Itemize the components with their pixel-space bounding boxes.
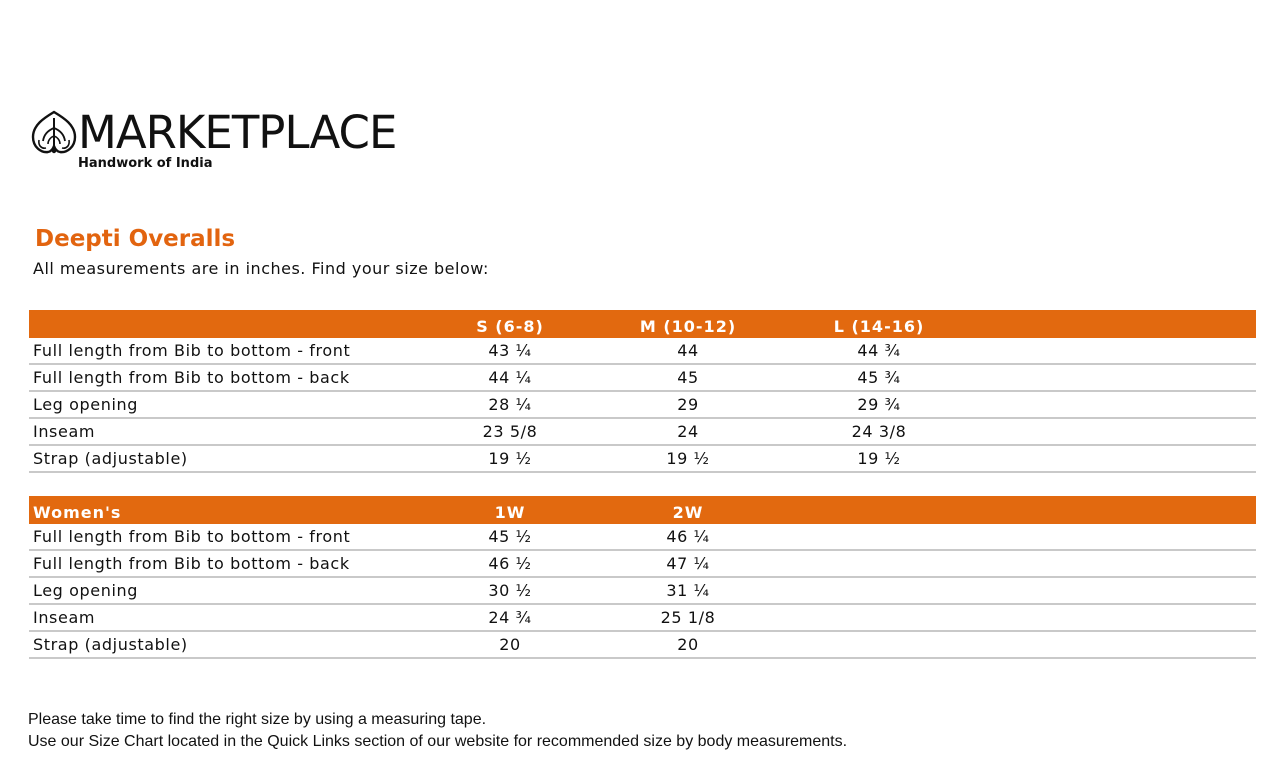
row-value: 46 ½ xyxy=(488,554,532,573)
row-value: 24 3/8 xyxy=(851,422,907,441)
header-cell-size-2w: 2W xyxy=(672,503,704,522)
header-cell-size-l: L (14-16) xyxy=(833,317,925,336)
header-cell-size-s: S (6-8) xyxy=(476,317,544,336)
row-value: 45 ½ xyxy=(488,527,532,546)
row-label: Leg opening xyxy=(33,395,138,414)
row-value: 29 ¾ xyxy=(857,395,901,414)
table-row xyxy=(29,365,1256,392)
row-value: 43 ¼ xyxy=(488,341,532,360)
note-measuring-tape: Please take time to find the right size by using a measuring tape. xyxy=(28,711,487,728)
row-label: Inseam xyxy=(33,422,96,441)
row-value: 44 ¾ xyxy=(857,341,901,360)
size-table-standard xyxy=(29,310,1256,473)
row-value: 44 ¼ xyxy=(488,368,532,387)
page-subtitle: All measurements are in inches. Find your size below: xyxy=(33,259,489,278)
header-cell-size-1w: 1W xyxy=(494,503,526,522)
page-title: Deepti Overalls xyxy=(35,226,236,252)
row-value: 45 xyxy=(677,368,699,387)
table-row xyxy=(29,338,1256,365)
row-label: Leg opening xyxy=(33,581,138,600)
row-value: 19 ½ xyxy=(488,449,532,468)
row-value: 45 ¾ xyxy=(857,368,901,387)
row-value: 29 xyxy=(677,395,699,414)
row-label: Full length from Bib to bottom - front xyxy=(33,527,351,546)
row-label: Strap (adjustable) xyxy=(33,449,188,468)
table-row xyxy=(29,578,1256,605)
brand-name: MARKETPLACE xyxy=(78,106,397,159)
table-header-row xyxy=(29,310,1256,338)
row-value: 30 ½ xyxy=(488,581,532,600)
row-value: 24 ¾ xyxy=(488,608,532,627)
row-value: 23 5/8 xyxy=(482,422,538,441)
row-label: Strap (adjustable) xyxy=(33,635,188,654)
row-label: Full length from Bib to bottom - front xyxy=(33,341,351,360)
row-value: 19 ½ xyxy=(857,449,901,468)
row-value: 28 ¼ xyxy=(488,395,532,414)
note-size-chart: Use our Size Chart located in the Quick Links section of our website for recommended size by body measurements. xyxy=(28,733,848,750)
table-row xyxy=(29,551,1256,578)
size-table-womens xyxy=(29,496,1256,659)
table-row xyxy=(29,392,1256,419)
brand-logo xyxy=(30,108,410,178)
table-row xyxy=(29,632,1256,659)
row-value: 47 ¼ xyxy=(666,554,710,573)
row-value: 20 xyxy=(677,635,699,654)
row-value: 24 xyxy=(677,422,699,441)
leaf-emblem-icon xyxy=(30,110,78,156)
row-value: 20 xyxy=(499,635,521,654)
table-row xyxy=(29,524,1256,551)
row-label: Full length from Bib to bottom - back xyxy=(33,554,350,573)
table-header-row xyxy=(29,496,1256,524)
brand-tagline: Handwork of India xyxy=(78,156,213,171)
header-cell-size-m: M (10-12) xyxy=(639,317,737,336)
table-row xyxy=(29,605,1256,632)
row-label: Full length from Bib to bottom - back xyxy=(33,368,350,387)
row-value: 25 1/8 xyxy=(660,608,716,627)
row-label: Inseam xyxy=(33,608,96,627)
row-value: 31 ¼ xyxy=(666,581,710,600)
table-row xyxy=(29,419,1256,446)
row-value: 44 xyxy=(677,341,699,360)
footer-notes xyxy=(28,709,847,753)
table-row xyxy=(29,446,1256,473)
row-value: 19 ½ xyxy=(666,449,710,468)
row-value: 46 ¼ xyxy=(666,527,710,546)
header-cell-womens: Women's xyxy=(33,503,122,522)
